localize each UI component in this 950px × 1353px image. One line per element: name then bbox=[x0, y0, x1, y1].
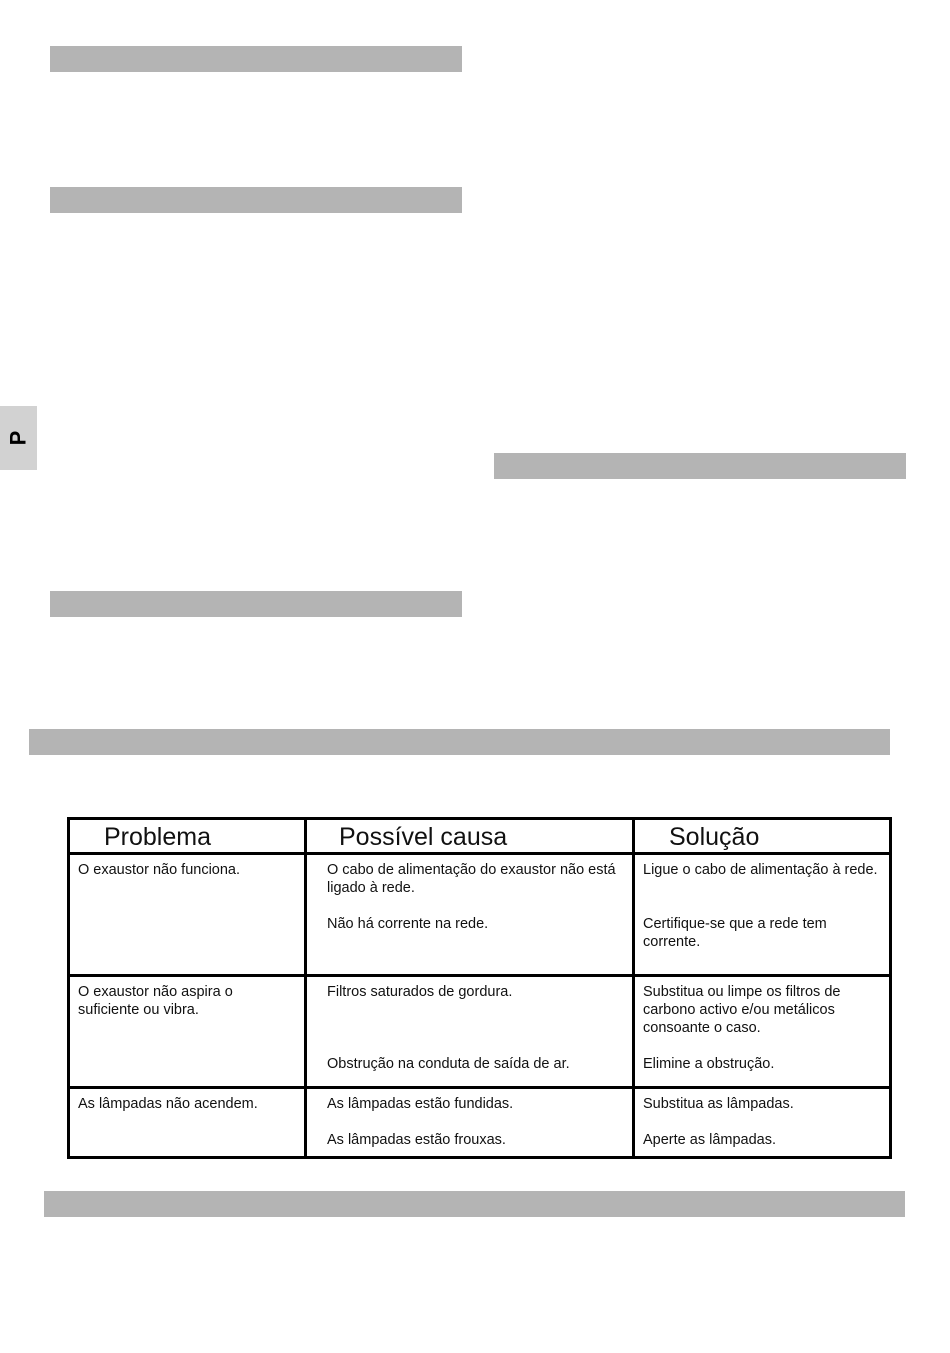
table-header-row bbox=[69, 819, 891, 854]
problem-text: O exaustor não aspira o suficiente ou vibra. bbox=[78, 984, 233, 1018]
section-header-bar-1 bbox=[50, 46, 462, 72]
problem-text: As lâmpadas não acendem. bbox=[78, 1096, 258, 1112]
solution-text: Substitua as lâmpadas. bbox=[643, 1096, 794, 1112]
problem-cell bbox=[69, 976, 306, 1088]
table-row bbox=[69, 854, 891, 976]
header-cause bbox=[306, 819, 634, 854]
solution-text: Aperte as lâmpadas. bbox=[643, 1132, 776, 1148]
cause-text: Filtros saturados de gordura. bbox=[327, 984, 513, 1000]
cause-cell bbox=[306, 976, 634, 1088]
solution-text: Ligue o cabo de alimentação à rede. bbox=[643, 862, 878, 878]
header-solution bbox=[634, 819, 891, 854]
language-tab-label: P bbox=[5, 430, 31, 446]
cause-text: Não há corrente na rede. bbox=[327, 916, 489, 932]
solution-text: Elimine a obstrução. bbox=[643, 1056, 775, 1072]
cause-text: Obstrução na conduta de saída de ar. bbox=[327, 1056, 570, 1072]
solution-cell bbox=[634, 854, 891, 976]
problem-cell bbox=[69, 1088, 306, 1158]
header-problem bbox=[69, 819, 306, 854]
cause-text: As lâmpadas estão frouxas. bbox=[327, 1132, 506, 1148]
section-header-bar-3 bbox=[494, 453, 906, 479]
solution-cell bbox=[634, 976, 891, 1088]
header-cause-label: Possível causa bbox=[339, 823, 508, 851]
solution-text: Substitua ou limpe os filtros de carbono activo e/ou metálicos consoante o caso. bbox=[643, 984, 841, 1036]
cause-text: O cabo de alimentação do exaustor não está ligado à rede. bbox=[327, 862, 616, 896]
section-header-bar-4 bbox=[50, 591, 462, 617]
solution-cell bbox=[634, 1088, 891, 1158]
table-row bbox=[69, 976, 891, 1088]
problem-cell bbox=[69, 854, 306, 976]
header-solution-label: Solução bbox=[669, 823, 760, 851]
problem-text: O exaustor não funciona. bbox=[78, 862, 241, 878]
header-problem-label: Problema bbox=[104, 823, 211, 851]
cause-text: As lâmpadas estão fundidas. bbox=[327, 1096, 514, 1112]
cause-cell bbox=[306, 854, 634, 976]
section-header-bar-6 bbox=[44, 1191, 905, 1217]
solution-text: Certifique-se que a rede tem corrente. bbox=[643, 916, 827, 950]
language-side-tab bbox=[0, 406, 37, 470]
cause-cell bbox=[306, 1088, 634, 1158]
section-header-bar-2 bbox=[50, 187, 462, 213]
table-row bbox=[69, 1088, 891, 1158]
troubleshooting-table bbox=[67, 817, 892, 1159]
section-header-bar-5 bbox=[29, 729, 890, 755]
